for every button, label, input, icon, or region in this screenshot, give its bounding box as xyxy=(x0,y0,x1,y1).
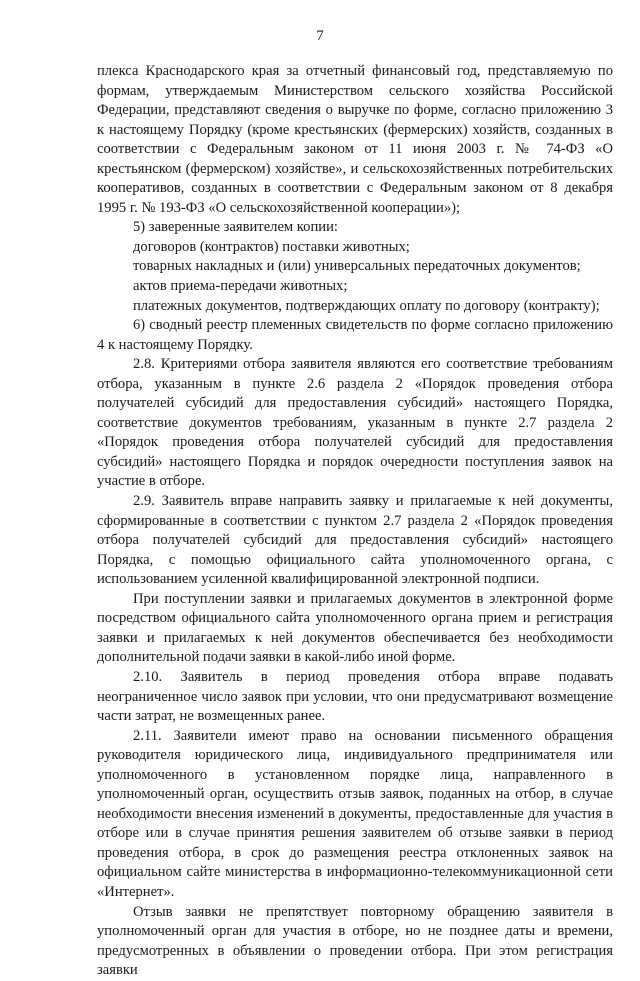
paragraph: 6) сводный реестр племенных свидетельств по форме согласно приложению 4 к настоящему Порядку. xyxy=(97,317,613,353)
paragraph: 2.8. Критериями отбора заявителя являются его соответствие требованиям отбора, указанным в пункте 2.6 раздела 2 «Порядок проведения отбора получателей субсидий для предоставления субсидий» настоящего Порядка, соответствие документов требованиям, указанным в пункте 2.7 раздела 2 «Порядок проведения отбора получателей субсидий для предоставления субсидий» настоящего Порядка и порядок очередности поступления заявок на участие в отборе. xyxy=(97,356,613,490)
document-body xyxy=(97,62,613,981)
page-number: 7 xyxy=(316,28,324,44)
paragraph: 2.11. Заявители имеют право на основании письменного обращения руководителя юридического лица, индивидуального предпринимателя или уполномоченного в установленном порядке лица, направленного в уполномоченный орган, осуществить отзыв заявок, поданных на отбор, в случае необходимости внесения изменений в документы, предоставленные для участия в отборе или в случае принятия решения заявителем об отзыве заявки в период проведения отбора, в срок до размещения реестра отклоненных заявок на официальном сайте министерства в информационно-телекоммуникационной сети «Интернет». xyxy=(97,727,613,900)
paragraph: 2.9. Заявитель вправе направить заявку и прилагаемые к ней документы, сформированные в соответствии с пунктом 2.7 раздела 2 «Порядок проведения отбора получателей субсидий для предоставления субсидий» настоящего Порядка, с помощью официального сайта уполномоченного органа, с использованием усиленной квалифицированной электронной подписи. xyxy=(97,493,613,588)
paragraph: платежных документов, подтверждающих оплату по договору (контракту); xyxy=(133,297,600,314)
paragraph: плекса Краснодарского края за отчетный финансовый год, представляемую по формам, утверждаемым Министерством сельского хозяйства Российской Федерации, представляют сведения о выручке по форме, согласно приложению 3 к настоящему Порядку (кроме крестьянских (фермерских) хозяйств, созданных в соответствии с Федеральным законом от 11 июня 2003 г. № 74-ФЗ «О крестьянском (фермерском) хозяйстве», и сельскохозяйственных потребительских кооперативов, созданных в соответствии с Федеральным законом от 8 декабря 1995 г. № 193-ФЗ «О сельскохозяйственной кооперации»); xyxy=(97,63,613,216)
paragraph: Отзыв заявки не препятствует повторному обращению заявителя в уполномоченный орган для участия в отборе, но не позднее даты и времени, предусмотренных в объявлении о проведении отбора. При этом регистрация заявки xyxy=(97,903,613,979)
paragraph: актов приема-передачи животных; xyxy=(133,278,348,295)
paragraph: При поступлении заявки и прилагаемых документов в электронной форме посредством официального сайта уполномоченного органа прием и регистрация заявки и прилагаемых к ней документов обеспечивается без необходимости дополнительной подачи заявки в какой-либо иной форме. xyxy=(97,590,613,666)
paragraph: договоров (контрактов) поставки животных; xyxy=(133,238,410,255)
paragraph: 2.10. Заявитель в период проведения отбора вправе подавать неограниченное число заявок при условии, что они предусматривают возмещение части затрат, не возмещенных ранее. xyxy=(97,668,613,725)
paragraph: 5) заверенные заявителем копии: xyxy=(133,219,338,236)
paragraph: товарных накладных и (или) универсальных передаточных документов; xyxy=(133,258,581,275)
